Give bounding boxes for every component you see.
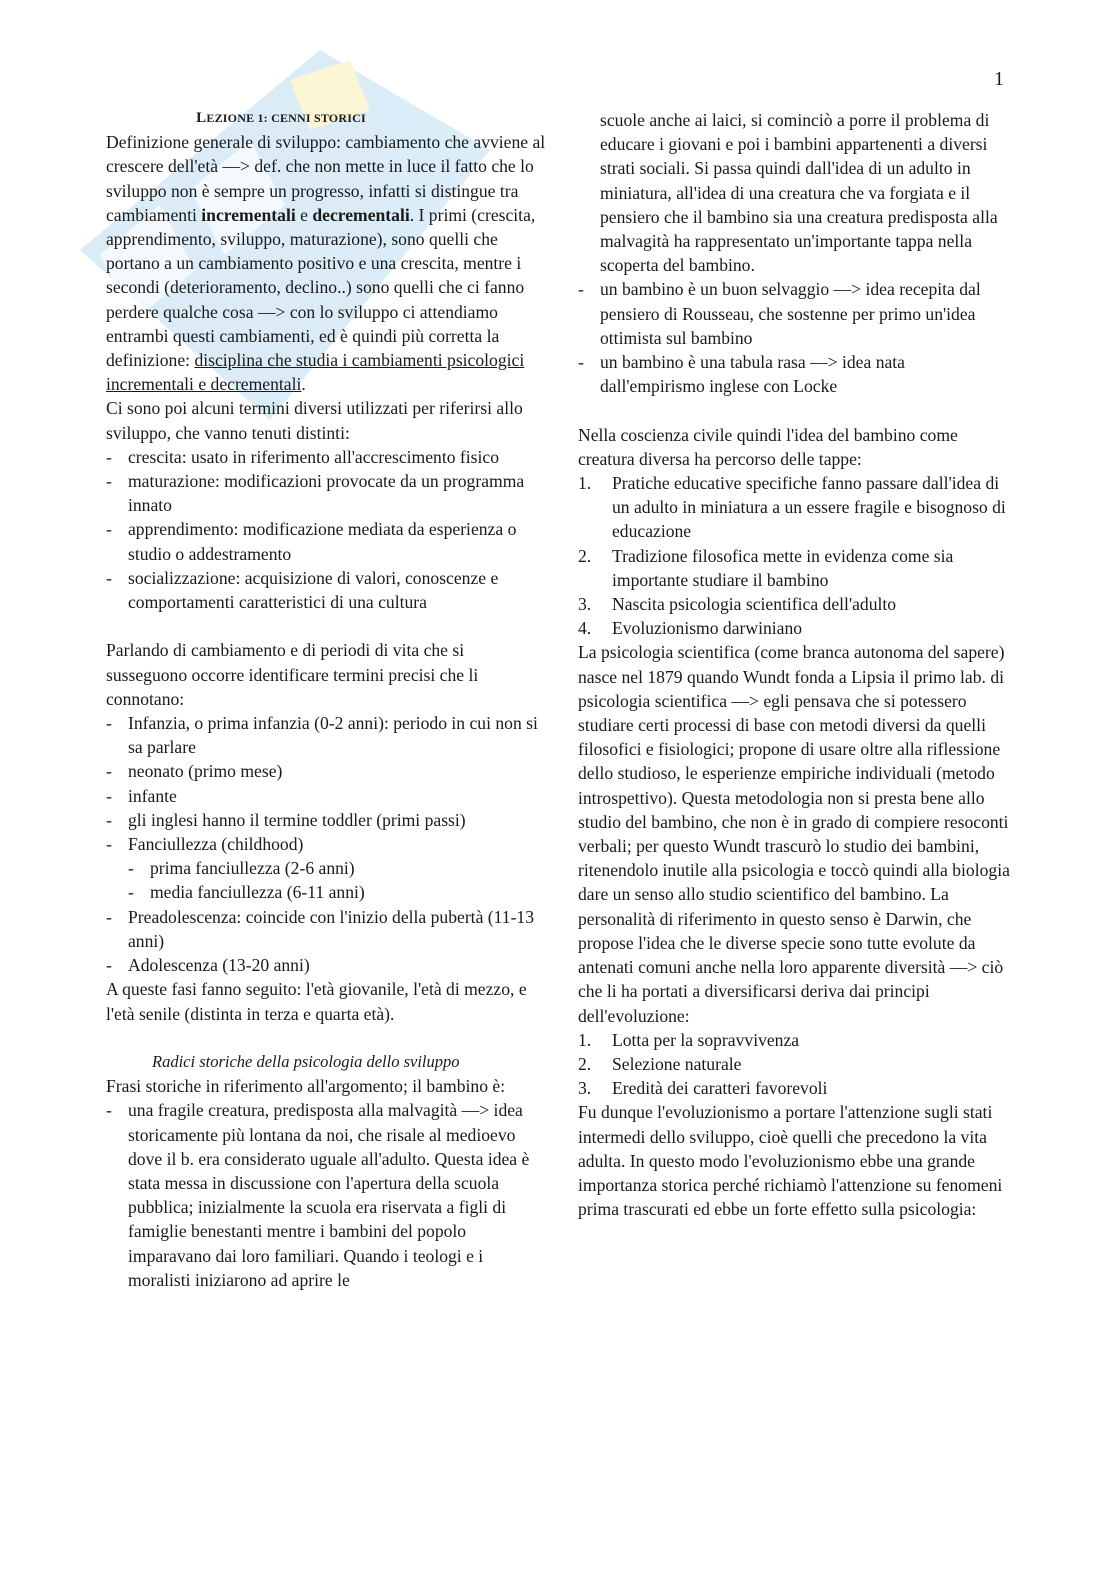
item-number: 3.	[578, 1078, 592, 1099]
bold-term: incrementali	[201, 204, 296, 225]
list-item: - un bambino è una tabula rasa —> idea nata dall'empirismo inglese con Locke	[578, 350, 1014, 398]
spacer	[106, 614, 546, 638]
title-topic: CENNI STORICI	[271, 111, 366, 125]
continued-paragraph: scuole anche ai laici, si cominciò a porre il problema di educare i giovani e poi i bambini appartenenti a diversi strati sociali. Si passa quindi dall'idea di un adulto in miniatura, all'idea di una creatura che va forgiata e il pensiero che il bambino sia una creatura predisposta alla malvagità ha rappresentato un'importante tappa nella scoperta del bambino.	[600, 110, 998, 276]
item-text: Nascita psicologia scientifica dell'adulto	[612, 594, 897, 615]
list-item: - socializzazione: acquisizione di valori, conoscenze e comportamenti caratteristici di una cultura	[106, 566, 546, 614]
phases-paragraph: A queste fasi fanno seguito: l'età giovanile, l'età di mezzo, e l'età senile (distinta in terza e quarta età).	[106, 979, 527, 1024]
spacer	[578, 398, 1014, 422]
list-item: - una fragile creatura, predisposta alla malvagità —> idea storicamente più lontana da noi, che risale al medioevo dove il b. era considerato uguale all'adulto. Questa idea è stata messa in discussione con l'apertura della scuola pubblica; inizialmente la scuola era riservata a figli di famiglie benestanti mentre i bambini del popolo imparavano dai loro familiari. Quando i teologi e i moralisti iniziarono ad aprire le	[106, 1098, 546, 1292]
page-number: 1	[994, 68, 1004, 90]
wundt-paragraph: La psicologia scientifica (come branca autonoma del sapere) nasce nel 1879 quando Wundt fonda a Lipsia il primo lab. di psicologia scientifica —> egli pensava che si potessero studiare certi processi di base con metodi diversi da quelli filosofici e fisiologici; propone di usare oltre alla riflessione dello studioso, le esperienze empiriche individuali (metodo introspettivo). Questa metodologia non si presta bene allo studio del bambino, che non è in grado di compiere resoconti verbali; per questo Wundt trascurò lo studio dei bambini, ritenendolo inutile alla psicologia e toccò quindi alla biologia dare un senso allo studio scientifico del bambino. La personalità di riferimento in questo senso è Darwin, che propose l'idea che le diverse specie sono tutte evolute da antenati comuni anche nella loro apparente diversità —> ciò che li ha portati a diversificarsi deriva dai principi dell'evoluzione:	[578, 642, 1010, 1026]
text-run: . I primi (crescita, apprendimento, sviluppo, maturazione), sono quelli che portano a un cambiamento positivo e una crescita, mentre i secondi (deterioramento, declino..) sono quelli che ci fanno perdere qualche cosa —> con lo sviluppo ci attendiamo entrambi questi cambiamenti, ed è quindi più corretta la definizione:	[106, 204, 536, 371]
underlined-definition: disciplina che studia i cambiamenti psicologici incrementali e decrementali	[106, 350, 525, 395]
periods-sublist	[106, 856, 546, 904]
list-item: - crescita: usato in riferimento all'accrescimento fisico	[106, 445, 546, 469]
list-item	[578, 471, 1014, 544]
list-item: - maturazione: modificazioni provocate da un programma innato	[106, 469, 546, 517]
periods-list	[106, 711, 546, 856]
stages-list	[578, 471, 1014, 640]
item-text: Pratiche educative specifiche fanno passare dall'idea di un adulto in miniatura a un essere fragile e bisognoso di educazione	[612, 473, 1006, 542]
terms-list	[106, 445, 546, 614]
principles-list	[578, 1028, 1014, 1101]
text-run: e	[295, 204, 313, 225]
title-lesson: EZIONE 1:	[206, 111, 272, 125]
intro-paragraph	[106, 130, 546, 396]
list-item: - Fanciullezza (childhood)	[106, 832, 546, 856]
item-text: Selezione naturale	[612, 1053, 742, 1074]
list-item: - infante	[106, 784, 546, 808]
text-run: Definizione generale di sviluppo: cambiamento che avviene al crescere dell'età —> def. che non mette in luce il fatto che lo sviluppo non è sempre un progresso, infatti si distingue tra cambiamenti	[106, 132, 546, 225]
list-item	[578, 592, 1014, 616]
list-item: - Infanzia, o prima infanzia (0-2 anni): periodo in cui non si sa parlare	[106, 711, 546, 759]
title-initial: L	[196, 110, 207, 126]
list-item: - prima fanciullezza (2-6 anni)	[128, 856, 546, 880]
list-item: - apprendimento: modificazione mediata da esperienza o studio o addestramento	[106, 517, 546, 565]
list-item	[578, 1028, 1014, 1052]
history-intro: Frasi storiche in riferimento all'argomento; il bambino è:	[106, 1076, 506, 1097]
list-item: - neonato (primo mese)	[106, 759, 546, 783]
list-item: - Preadolescenza: coincide con l'inizio della pubertà (11-13 anni)	[106, 905, 546, 953]
item-text: Lotta per la sopravvivenza	[612, 1029, 800, 1050]
list-item: - un bambino è un buon selvaggio —> idea recepita dal pensiero di Rousseau, che sostenne per primo un'idea ottimista sul bambino	[578, 277, 1014, 350]
list-item	[578, 1076, 1014, 1100]
item-number: 1.	[578, 1029, 592, 1050]
history-list-continued	[578, 277, 1014, 398]
lesson-title	[106, 106, 456, 130]
spacer	[106, 1026, 546, 1050]
list-item: - gli inglesi hanno il termine toddler (primi passi)	[106, 808, 546, 832]
periods-intro: Parlando di cambiamento e di periodi di vita che si susseguono occorre identificare termini precisi che li connotano:	[106, 640, 479, 709]
conclusion-paragraph: Fu dunque l'evoluzionismo a portare l'attenzione sugli stati intermedi dello sviluppo, cioè quelli che precedono la vita adulta. In questo modo l'evoluzionismo ebbe una grande importanza storica perché richiamò l'attenzione su fenomeni prima trascurati ed ebbe un forte effetto sulla psicologia:	[578, 1102, 1003, 1220]
item-number: 2.	[578, 545, 592, 566]
civil-intro: Nella coscienza civile quindi l'idea del bambino come creatura diversa ha percorso delle tappe:	[578, 424, 958, 469]
item-text: Tradizione filosofica mette in evidenza come sia importante studiare il bambino	[612, 545, 954, 590]
list-item	[578, 544, 1014, 592]
bold-term: decrementali	[312, 204, 410, 225]
list-item: - Adolescenza (13-20 anni)	[106, 953, 546, 977]
text-run: .	[301, 374, 306, 395]
item-number: 1.	[578, 473, 592, 494]
item-text: Eredità dei caratteri favorevoli	[612, 1078, 828, 1099]
periods-list-continued	[106, 905, 546, 978]
list-item: - media fanciullezza (6-11 anni)	[128, 880, 546, 904]
right-column	[578, 108, 1014, 1221]
terms-intro: Ci sono poi alcuni termini diversi utilizzati per riferirsi allo sviluppo, che vanno tenuti distinti:	[106, 398, 523, 443]
history-list	[106, 1098, 546, 1292]
item-number: 2.	[578, 1053, 592, 1074]
item-number: 4.	[578, 618, 592, 639]
list-item	[578, 1052, 1014, 1076]
left-column	[106, 106, 546, 1292]
item-number: 3.	[578, 594, 592, 615]
item-text: Evoluzionismo darwiniano	[612, 618, 803, 639]
section-title: Radici storiche della psicologia dello sviluppo	[152, 1051, 460, 1071]
list-item	[578, 616, 1014, 640]
